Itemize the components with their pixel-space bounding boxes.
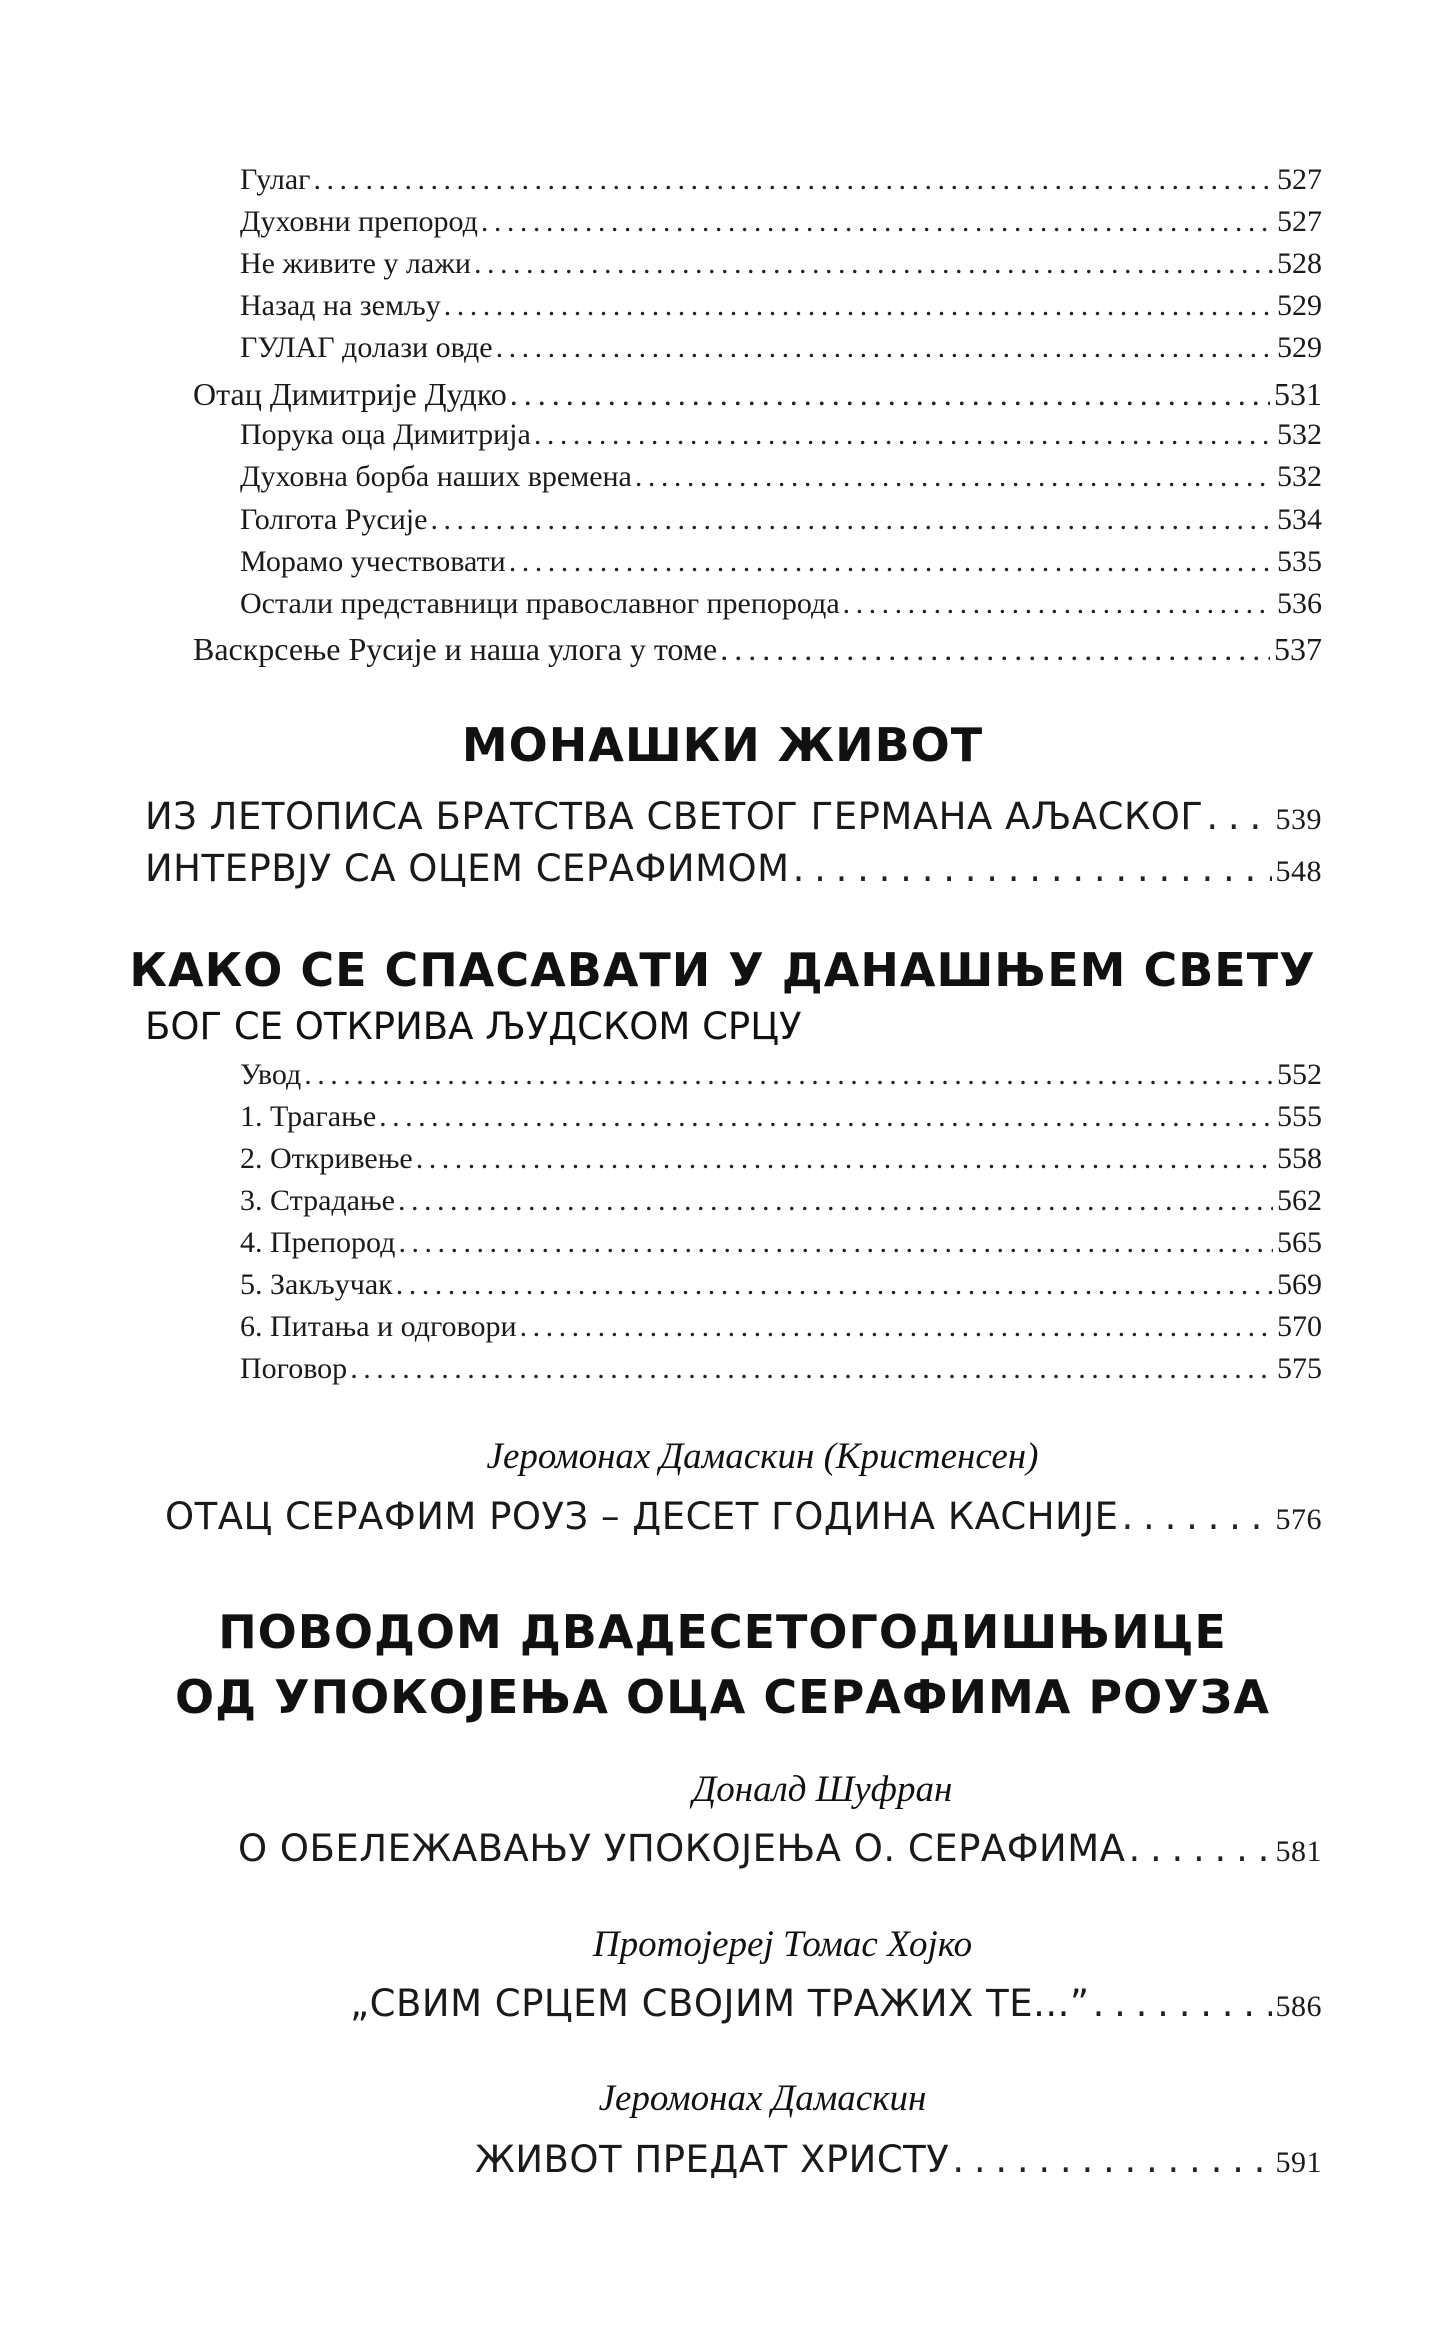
leader-dots [510, 376, 1270, 413]
toc-entry-page: 548 [1275, 855, 1322, 888]
toc-entry-page: 539 [1275, 803, 1322, 836]
toc-entry[interactable] [240, 247, 1322, 281]
toc-entry-page: 531 [1274, 376, 1322, 412]
leader-dots [1122, 1495, 1272, 1538]
toc-entry[interactable] [240, 289, 1322, 323]
toc-entry-page: 528 [1277, 247, 1322, 280]
toc-entry-label: 4. Препород [240, 1226, 396, 1259]
leader-dots [396, 1268, 1273, 1302]
toc-entry[interactable] [240, 545, 1322, 579]
section-subheading: БОГ СЕ ОТКРИВА ЉУДСКОМ СРЦУ [145, 1005, 802, 1048]
toc-entry-label: 5. Закључак [240, 1268, 393, 1301]
toc-entry[interactable] [240, 1142, 1322, 1176]
toc-entry[interactable] [145, 847, 1322, 890]
toc-entry-label: Увод [240, 1058, 302, 1091]
toc-entry-page: 586 [1275, 1990, 1322, 2023]
leader-dots [496, 331, 1273, 365]
toc-entry-page: 581 [1275, 1835, 1322, 1868]
toc-entry[interactable] [193, 631, 1322, 668]
leader-dots [444, 289, 1273, 323]
leader-dots [720, 631, 1270, 668]
leader-dots [1093, 1982, 1272, 2025]
toc-entry-label: ОТАЦ СЕРАФИМ РОУЗ – ДЕСЕТ ГОДИНА КАСНИЈЕ [165, 1495, 1119, 1538]
leader-dots [635, 460, 1273, 494]
toc-entry-page: 555 [1277, 1100, 1322, 1133]
toc-entry-label: Порука оца Димитрија [240, 418, 531, 451]
toc-entry[interactable] [240, 1352, 1322, 1386]
toc-entry-page: 562 [1277, 1184, 1322, 1217]
toc-entry-label: 2. Откривење [240, 1142, 413, 1175]
toc-entry-label: Голгота Русије [240, 503, 428, 536]
leader-dots [416, 1142, 1273, 1176]
author-name: Јеромонах Дамаскин (Кристенсен) [486, 1436, 1039, 1477]
toc-entry-label: ГУЛАГ долази овде [240, 331, 493, 364]
toc-entry-label: Морамо учествовати [240, 545, 506, 578]
toc-entry-label: Гулаг [240, 163, 311, 196]
toc-entry[interactable] [240, 163, 1322, 197]
section-heading-anniversary-line1: ПОВОДОМ ДВАДЕСЕТОГОДИШЊИЦЕ [218, 1605, 1227, 1659]
toc-entry-label: Остали представници православног препорода [240, 587, 840, 620]
toc-entry[interactable] [165, 1495, 1322, 1538]
toc-entry[interactable] [238, 1827, 1322, 1870]
toc-entry[interactable] [240, 205, 1322, 239]
toc-entry-label: Назад на земљу [240, 289, 441, 322]
toc-entry-label: О ОБЕЛЕЖАВАЊУ УПОКОЈЕЊА О. СЕРАФИМА [238, 1827, 1126, 1870]
toc-entry-page: 529 [1277, 289, 1322, 322]
toc-entry-page: 529 [1277, 331, 1322, 364]
toc-entry[interactable] [240, 1268, 1322, 1302]
author-name: Јеромонах Дамаскин [598, 2078, 927, 2119]
leader-dots [534, 418, 1273, 452]
toc-entry-page: 570 [1277, 1310, 1322, 1343]
toc-entry-page: 576 [1275, 1503, 1322, 1536]
toc-entry[interactable] [240, 1226, 1322, 1260]
author-name: Доналд Шуфран [692, 1769, 953, 1810]
toc-entry[interactable] [145, 795, 1322, 838]
toc-entry-page: 591 [1275, 2146, 1322, 2179]
section-heading-salvation: КАКО СЕ СПАСАВАТИ У ДАНАШЊЕМ СВЕТУ [129, 943, 1316, 997]
leader-dots [304, 1058, 1273, 1092]
toc-entry-label: ИЗ ЛЕТОПИСА БРАТСТВА СВЕТОГ ГЕРМАНА АЉАСКОГ [145, 795, 1204, 838]
toc-entry-page: 536 [1277, 587, 1322, 620]
toc-entry-page: 558 [1277, 1142, 1322, 1175]
leader-dots [481, 205, 1273, 239]
leader-dots [313, 163, 1273, 197]
toc-entry-page: 535 [1277, 545, 1322, 578]
leader-dots [379, 1100, 1273, 1134]
leader-dots [1206, 795, 1271, 838]
toc-entry-page: 537 [1274, 631, 1322, 667]
leader-dots [952, 2138, 1271, 2181]
leader-dots [398, 1184, 1273, 1218]
toc-entry[interactable] [240, 331, 1322, 365]
toc-entry-label: Не живите у лажи [240, 247, 471, 280]
toc-entry-page: 575 [1277, 1352, 1322, 1385]
toc-entry-page: 527 [1277, 163, 1322, 196]
toc-entry-label: 1. Трагање [240, 1100, 377, 1133]
toc-entry-page: 534 [1277, 503, 1322, 536]
leader-dots [843, 587, 1273, 621]
leader-dots [430, 503, 1273, 537]
toc-entry-label: ИНТЕРВЈУ СА ОЦЕМ СЕРАФИМОМ [145, 847, 790, 890]
toc-entry[interactable] [240, 1184, 1322, 1218]
toc-entry-page: 532 [1277, 460, 1322, 493]
toc-entry-label: Духовна борба наших времена [240, 460, 632, 493]
toc-entry[interactable] [240, 503, 1322, 537]
toc-entry[interactable] [475, 2138, 1322, 2181]
toc-entry[interactable] [193, 376, 1322, 413]
author-name: Протојереј Томас Хојко [592, 1924, 973, 1965]
toc-entry-page: 569 [1277, 1268, 1322, 1301]
toc-entry-label: „СВИМ СРЦЕМ СВОЈИМ ТРАЖИХ ТЕ...” [350, 1982, 1090, 2025]
toc-entry[interactable] [240, 587, 1322, 621]
toc-entry-label: Духовни препород [240, 205, 478, 238]
toc-entry-label: 6. Питања и одговори [240, 1310, 517, 1343]
toc-entry[interactable] [240, 1058, 1322, 1092]
toc-entry[interactable] [240, 460, 1322, 494]
leader-dots [520, 1310, 1273, 1344]
toc-entry-page: 532 [1277, 418, 1322, 451]
toc-entry[interactable] [240, 1310, 1322, 1344]
toc-entry-page: 527 [1277, 205, 1322, 238]
toc-entry-label: 3. Страдање [240, 1184, 395, 1217]
leader-dots [474, 247, 1273, 281]
toc-entry-label: Поговор [240, 1352, 348, 1385]
toc-entry-page: 565 [1277, 1226, 1322, 1259]
toc-entry-label: Васкрсење Русије и наша улога у томе [193, 631, 718, 667]
leader-dots [398, 1226, 1273, 1260]
leader-dots [1128, 1827, 1271, 1870]
toc-entry-page: 552 [1277, 1058, 1322, 1091]
toc-entry[interactable] [240, 1100, 1322, 1134]
toc-entry-label: ЖИВОТ ПРЕДАТ ХРИСТУ [475, 2138, 950, 2181]
section-heading-anniversary-line2: ОД УПОКОЈЕЊА ОЦА СЕРАФИМА РОУЗА [175, 1670, 1270, 1724]
section-heading-monastic: МОНАШКИ ЖИВОТ [461, 718, 984, 772]
leader-dots [793, 847, 1272, 890]
toc-entry-label: Отац Димитрије Дудко [193, 376, 507, 412]
leader-dots [350, 1352, 1273, 1386]
leader-dots [509, 545, 1273, 579]
toc-entry[interactable] [350, 1982, 1322, 2025]
toc-entry[interactable] [240, 418, 1322, 452]
